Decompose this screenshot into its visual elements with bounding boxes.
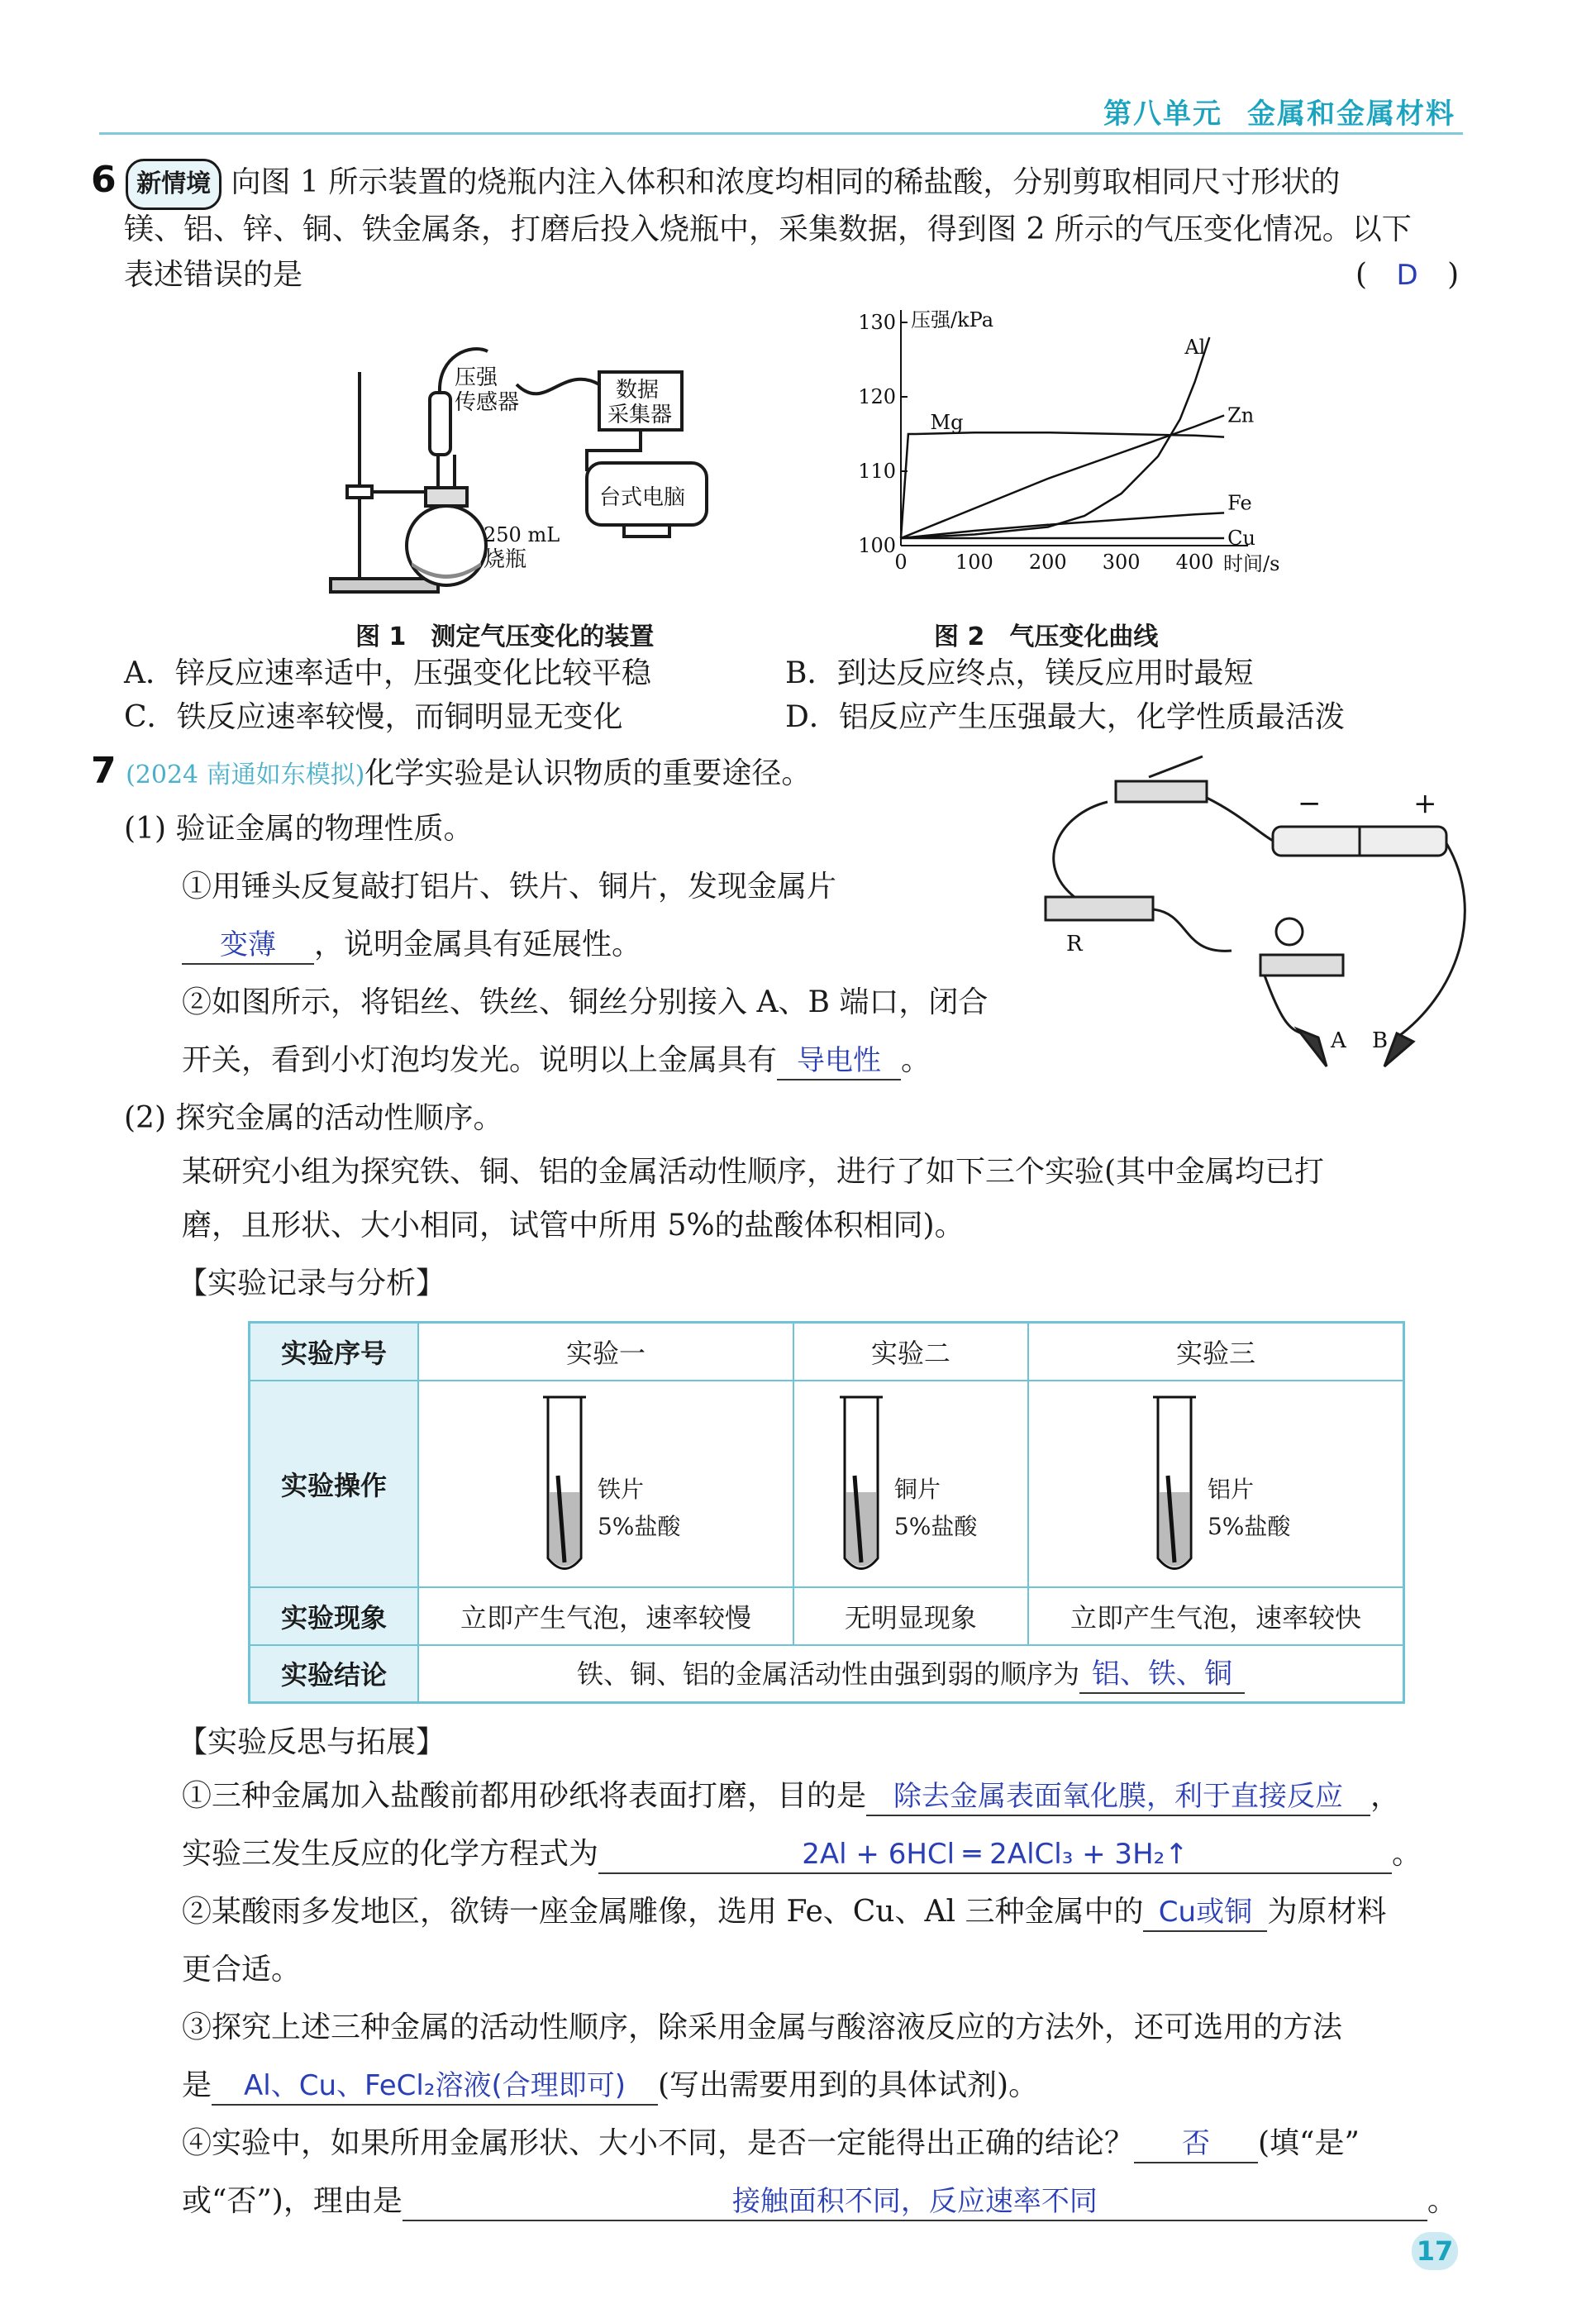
th-phenomenon: 实验现象 <box>250 1587 419 1645</box>
r1d: 。 <box>1392 1837 1422 1871</box>
q6-stem-line1: 向图 1 所示装置的烧瓶内注入体积和浓度均相同的稀盐酸，分别剪取相同尺寸形状的 <box>231 165 1341 199</box>
r3a: ③探究上述三种金属的活动性顺序，除采用金属与酸溶液反应的方法外，还可选用的方法 <box>182 2011 1343 2044</box>
pressure-chart <box>851 306 1281 612</box>
conclusion-answer[interactable]: 铝、铁、铜 <box>1079 1656 1245 1694</box>
th-operation: 实验操作 <box>250 1381 419 1587</box>
r2a: ②某酸雨多发地区，欲铸一座金属雕像，选用 Fe、Cu、Al 三种金属中的 <box>182 1895 1144 1929</box>
test-tube-iron-cell <box>418 1381 793 1587</box>
label-acid-2: 5%盐酸 <box>893 1512 978 1540</box>
q6-tag: 新情境 <box>126 159 222 210</box>
r3c: (写出需要用到的具体试剂)。 <box>658 2068 1039 2102</box>
apparatus-figure <box>314 339 744 603</box>
q7-p1-2-line <box>182 1037 931 1084</box>
y-axis-label: 压强/kPa <box>911 308 994 332</box>
phen-exp1: 立即产生气泡，速率较慢 <box>418 1587 793 1645</box>
x-tick-label: 200 <box>1028 551 1067 574</box>
q7-p2-text2: 磨，且形状、大小相同，试管中所用 5%的盐酸体积相同)。 <box>182 1209 965 1243</box>
th-exp3: 实验三 <box>1028 1323 1404 1381</box>
flask-body <box>407 506 486 585</box>
series-label-fe: Fe <box>1227 491 1252 515</box>
q7-stem-text: 化学实验是认识物质的重要途径。 <box>364 756 812 790</box>
q7-p1-1a: ①用锤头反复敲打铝片、铁片、铜片，发现金属片 <box>182 870 837 904</box>
page-number: 17 <box>1412 2232 1458 2270</box>
r1-equation[interactable]: 2Al + 6HCl ═ 2AlCl₃ + 3H₂↑ <box>598 1836 1392 1874</box>
fig1-caption: 图 1 测定气压变化的装置 <box>355 622 655 651</box>
r3-answer[interactable]: Al、Cu、FeCl₂溶液(合理即可) <box>212 2068 658 2106</box>
q6-answer-paren <box>1355 252 1463 298</box>
wire-bulb-a <box>1265 975 1302 1033</box>
wire-switch-battery <box>1207 798 1273 841</box>
test-tube-copper-icon <box>828 1385 894 1583</box>
conclusion-cell <box>418 1645 1404 1703</box>
r2-answer[interactable]: Cu或铜 <box>1143 1894 1267 1932</box>
chart-lines <box>901 336 1255 550</box>
header-divider <box>99 132 1463 135</box>
chart-title: 图 2 气压变化曲线 <box>934 622 1159 651</box>
q6-stem <box>91 157 1463 210</box>
r1c: 实验三发生反应的化学方程式为 <box>182 1837 599 1871</box>
series-line-fe <box>901 513 1224 538</box>
unit-title: 金属和金属材料 <box>1247 98 1455 131</box>
y-tick-label: 130 <box>858 311 896 334</box>
plus-label: + <box>1413 787 1437 820</box>
clip-a <box>1298 1029 1327 1066</box>
sensor-label-1: 压强 <box>455 365 498 390</box>
r4a: ④实验中，如果所用金属形状、大小不同，是否一定能得出正确的结论？ <box>182 2126 1135 2160</box>
pressure-sensor-probe <box>430 393 450 455</box>
x-tick-label: 100 <box>955 551 993 574</box>
y-tick-label: 120 <box>858 385 896 408</box>
collector-label-2: 采集器 <box>607 403 673 427</box>
series-label-zn: Zn <box>1227 403 1255 427</box>
terminal-a-label: A <box>1331 1028 1346 1053</box>
y-tick-label: 100 <box>858 534 896 557</box>
th-seq: 实验序号 <box>250 1323 419 1381</box>
unit-label: 第八单元 <box>1103 98 1222 131</box>
r2-line <box>182 1889 1386 1935</box>
r4-line <box>182 2120 1360 2167</box>
switch-base <box>1116 781 1207 802</box>
q7-p1-2b: 开关，看到小灯泡均发光。说明以上金属具有 <box>182 1043 778 1077</box>
r1-line <box>182 1773 1400 1820</box>
label-acid-1: 5%盐酸 <box>597 1512 681 1540</box>
phen-exp3: 立即产生气泡，速率较快 <box>1028 1587 1404 1645</box>
r2b: 为原材料 <box>1267 1895 1387 1929</box>
q7-p2-text1: 某研究小组为探究铁、铜、铝的金属活动性顺序，进行了如下三个实验(其中金属均已打 <box>182 1155 1325 1189</box>
q7-part1-title: (1) 验证金属的物理性质。 <box>124 812 474 846</box>
q7-p1-1-answer[interactable]: 变薄 <box>182 927 314 965</box>
test-tube-copper-cell <box>793 1381 1028 1587</box>
r1b: ， <box>1370 1779 1401 1813</box>
table-row-phenomenon <box>250 1587 1404 1645</box>
series-label-al: Al <box>1184 336 1206 359</box>
x-tick-label: 0 <box>894 551 908 574</box>
q6-option-b[interactable]: B．到达反应终点，镁反应用时最短 <box>785 656 1254 690</box>
paren-close: ) <box>1447 258 1460 292</box>
table-row-header <box>250 1323 1404 1381</box>
x-tick-label: 300 <box>1102 551 1141 574</box>
experiment-table <box>248 1321 1405 1704</box>
q7-p1-2a: ②如图所示，将铝丝、铁丝、铜丝分别接入 A、B 端口，闭合 <box>182 985 989 1019</box>
phen-exp2: 无明显现象 <box>793 1587 1028 1645</box>
q6-number: 6 <box>91 159 117 201</box>
q7-p1-1-line <box>182 922 641 968</box>
r4-reason-line <box>182 2178 1457 2225</box>
unit-header <box>1103 91 1455 131</box>
collector-label-1: 数据 <box>616 378 660 403</box>
reflect-title: 【实验反思与拓展】 <box>178 1725 446 1759</box>
y-tick-label: 110 <box>858 460 896 483</box>
table-row-operation <box>250 1381 1404 1587</box>
sensor-label-2: 传感器 <box>455 390 520 415</box>
label-aluminum: 铝片 <box>1207 1475 1254 1503</box>
resistor <box>1046 897 1153 920</box>
th-exp1: 实验一 <box>418 1323 793 1381</box>
x-axis-label: 时间/s <box>1223 552 1280 575</box>
terminal-b-label: B <box>1372 1028 1389 1053</box>
resistor-label: R <box>1066 932 1083 956</box>
r1a: ①三种金属加入盐酸前都用砂纸将表面打磨，目的是 <box>182 1779 867 1813</box>
r2c: 更合适。 <box>182 1953 302 1987</box>
q7-number: 7 <box>91 750 117 792</box>
q7-stem <box>91 748 811 799</box>
q6-option-c[interactable]: C．铁反应速率较慢，而铜明显无变化 <box>124 700 623 734</box>
q7-part2-title: (2) 探究金属的活动性顺序。 <box>124 1101 503 1135</box>
x-tick-label: 400 <box>1175 551 1214 574</box>
wire-switch-resistor <box>1054 802 1108 897</box>
q6-option-a[interactable]: A．锌反应速率适中，压强变化比较平稳 <box>124 656 651 690</box>
test-tube-iron-icon <box>531 1385 598 1583</box>
label-iron: 铁片 <box>597 1475 644 1503</box>
r3b: 是 <box>182 2068 212 2102</box>
table-row-conclusion <box>250 1645 1404 1703</box>
q6-stem-line3: 表述错误的是 <box>124 258 303 292</box>
r4b: (填“是” <box>1258 2126 1360 2160</box>
r1-answer[interactable]: 除去金属表面氧化膜，利于直接反应 <box>866 1778 1370 1816</box>
test-tube-aluminum-cell <box>1028 1381 1404 1587</box>
q7-p1-2c: 。 <box>901 1043 931 1077</box>
q6-stem-line2: 镁、铝、锌、铜、铁金属条，打磨后投入烧瓶中，采集数据，得到图 2 所示的气压变化情况。以下 <box>124 212 1412 246</box>
test-tube-aluminum-icon <box>1141 1385 1208 1583</box>
r1-eq-line <box>182 1831 1422 1877</box>
conclusion-text: 铁、铜、铝的金属活动性由强到弱的顺序为 <box>576 1658 1079 1690</box>
r4-answer[interactable]: 否 <box>1134 2125 1258 2163</box>
bulb <box>1276 918 1303 945</box>
q6-option-d[interactable]: D．铝反应产生压强最大，化学性质最活泼 <box>785 700 1345 734</box>
r4c: 或“否”)，理由是 <box>182 2184 403 2218</box>
computer-label: 台式电脑 <box>599 485 686 510</box>
label-acid-3: 5%盐酸 <box>1207 1512 1291 1540</box>
record-title: 【实验记录与分析】 <box>178 1266 446 1300</box>
minus-label: − <box>1298 787 1322 820</box>
q7-source: (2024 南通如东模拟) <box>126 761 365 789</box>
q7-p1-2-answer[interactable]: 导电性 <box>777 1042 901 1080</box>
clip-b <box>1384 1033 1413 1066</box>
r3-line <box>182 2063 1038 2109</box>
flask-label-1: 250 mL <box>484 523 560 546</box>
flask-label-2: 烧瓶 <box>484 547 527 572</box>
circuit-figure <box>1025 748 1471 1079</box>
r4-reason-answer[interactable]: 接触面积不同，反应速率不同 <box>403 2183 1427 2221</box>
wire-battery-b <box>1397 843 1465 1037</box>
switch-lever <box>1149 756 1203 777</box>
series-label-mg: Mg <box>930 411 964 434</box>
paren-open: ( <box>1355 258 1368 292</box>
stand-base <box>331 579 438 592</box>
q6-answer: D <box>1396 259 1418 292</box>
q7-p1-1b: ，说明金属具有延展性。 <box>314 928 642 961</box>
th-conclusion: 实验结论 <box>250 1645 419 1703</box>
r4d: 。 <box>1427 2184 1457 2218</box>
series-label-cu: Cu <box>1227 527 1255 550</box>
th-exp2: 实验二 <box>793 1323 1028 1381</box>
label-copper: 铜片 <box>893 1475 941 1503</box>
bulb-base <box>1260 955 1343 975</box>
wire-resistor-bulb <box>1153 909 1232 951</box>
